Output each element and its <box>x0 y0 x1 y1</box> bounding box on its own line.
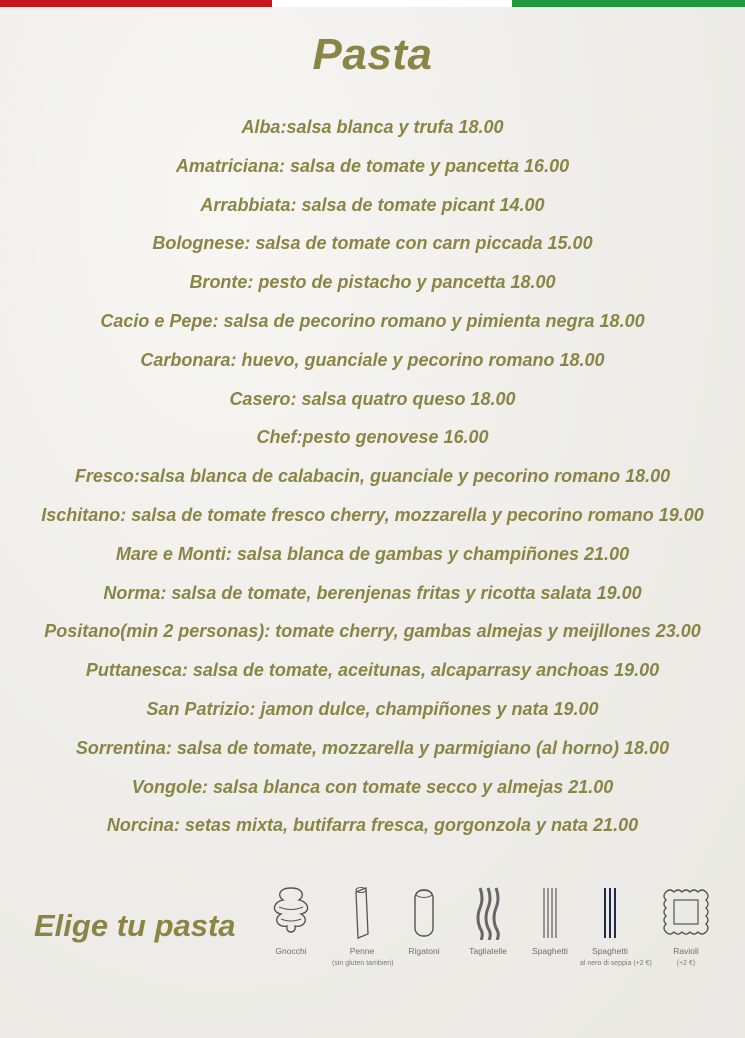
menu-item: Norcina: setas mixta, butifarra fresca, gorgonzola y nata 21.00 <box>106 815 639 836</box>
page-title: Pasta <box>312 30 433 79</box>
menu-item: Sorrentina: salsa de tomate, mozzarella y parmigiano (al horno) 18.00 <box>75 737 670 758</box>
menu-item: Vongole: salsa blanca con tomate secco y almejas 21.00 <box>131 776 614 797</box>
pasta-type-gnocchi <box>261 884 321 956</box>
menu-item: Carbonara: huevo, guanciale y pecorino romano 18.00 <box>140 349 605 370</box>
pasta-type-label: Spaghetti <box>532 946 568 956</box>
pasta-type-label: Penne <box>349 946 375 956</box>
menu-item: Chef:pesto genovese 16.00 <box>256 427 489 448</box>
menu-item: Amatriciana: salsa de tomate y pancetta 16.00 <box>175 155 570 176</box>
flag-white-stripe <box>272 0 512 7</box>
pasta-type-label: Rigatoni <box>408 946 440 956</box>
menu-item: Casero: salsa quatro queso 18.00 <box>229 388 516 409</box>
gnocchi-icon <box>267 884 315 940</box>
pasta-menu-list <box>0 108 745 845</box>
choose-pasta-heading: Elige tu pasta <box>34 908 236 943</box>
pasta-type-ravioli <box>656 884 716 967</box>
pasta-type-label: Ravioli <box>673 946 699 956</box>
menu-item: Positano(min 2 personas): tomate cherry, gambas almejas y meijllones 23.00 <box>44 621 701 642</box>
pasta-type-label: Gnocchi <box>275 946 307 956</box>
pasta-shapes <box>0 880 745 990</box>
menu-item: Bronte: pesto de pistacho y pancetta 18.00 <box>189 272 556 293</box>
menu-item: Alba:salsa blanca y trufa 18.00 <box>241 117 504 137</box>
pasta-type-note: (+2 €) <box>676 960 696 967</box>
pasta-type-tagliatelle <box>458 884 518 956</box>
penne-icon <box>338 884 386 940</box>
flag-red-stripe <box>0 0 272 7</box>
spaghetti-icon <box>526 884 574 940</box>
pasta-type-rigatoni <box>394 884 454 956</box>
flag-green-stripe <box>512 0 745 7</box>
menu-item: Ischitano: salsa de tomate fresco cherry, mozzarella y pecorino romano 19.00 <box>41 504 704 525</box>
menu-item: Mare e Monti: salsa blanca de gambas y champiñones 21.00 <box>115 543 630 564</box>
menu-item: San Patrizio: jamon dulce, champiñones y nata 19.00 <box>146 698 599 719</box>
pasta-type-penne <box>332 884 392 967</box>
rigatoni-icon <box>400 884 448 940</box>
pasta-type-spaghetti-nero <box>580 884 652 967</box>
pasta-type-note: (sin gluten tambien) <box>332 960 394 967</box>
pasta-type-note: al nero di seppia (+2 €) <box>580 960 652 967</box>
menu-item: Bolognese: salsa de tomate con carn piccada 15.00 <box>152 233 593 254</box>
pasta-type-spaghetti <box>520 884 580 956</box>
spaghetti-nero-icon <box>586 884 634 940</box>
ravioli-icon <box>658 884 714 940</box>
menu-item: Puttanesca: salsa de tomate, aceitunas, alcaparrasy anchoas 19.00 <box>85 660 660 681</box>
menu-item: Cacio e Pepe: salsa de pecorino romano y pimienta negra 18.00 <box>100 310 645 331</box>
pasta-type-label: Spaghetti <box>592 946 628 956</box>
tagliatelle-icon <box>464 884 512 940</box>
menu-item: Arrabbiata: salsa de tomate picant 14.00 <box>200 194 545 215</box>
menu-item: Fresco:salsa blanca de calabacin, guanciale y pecorino romano 18.00 <box>74 466 671 487</box>
menu-item: Norma: salsa de tomate, berenjenas fritas y ricotta salata 19.00 <box>103 582 642 603</box>
pasta-type-label: Tagliatelle <box>469 946 507 956</box>
